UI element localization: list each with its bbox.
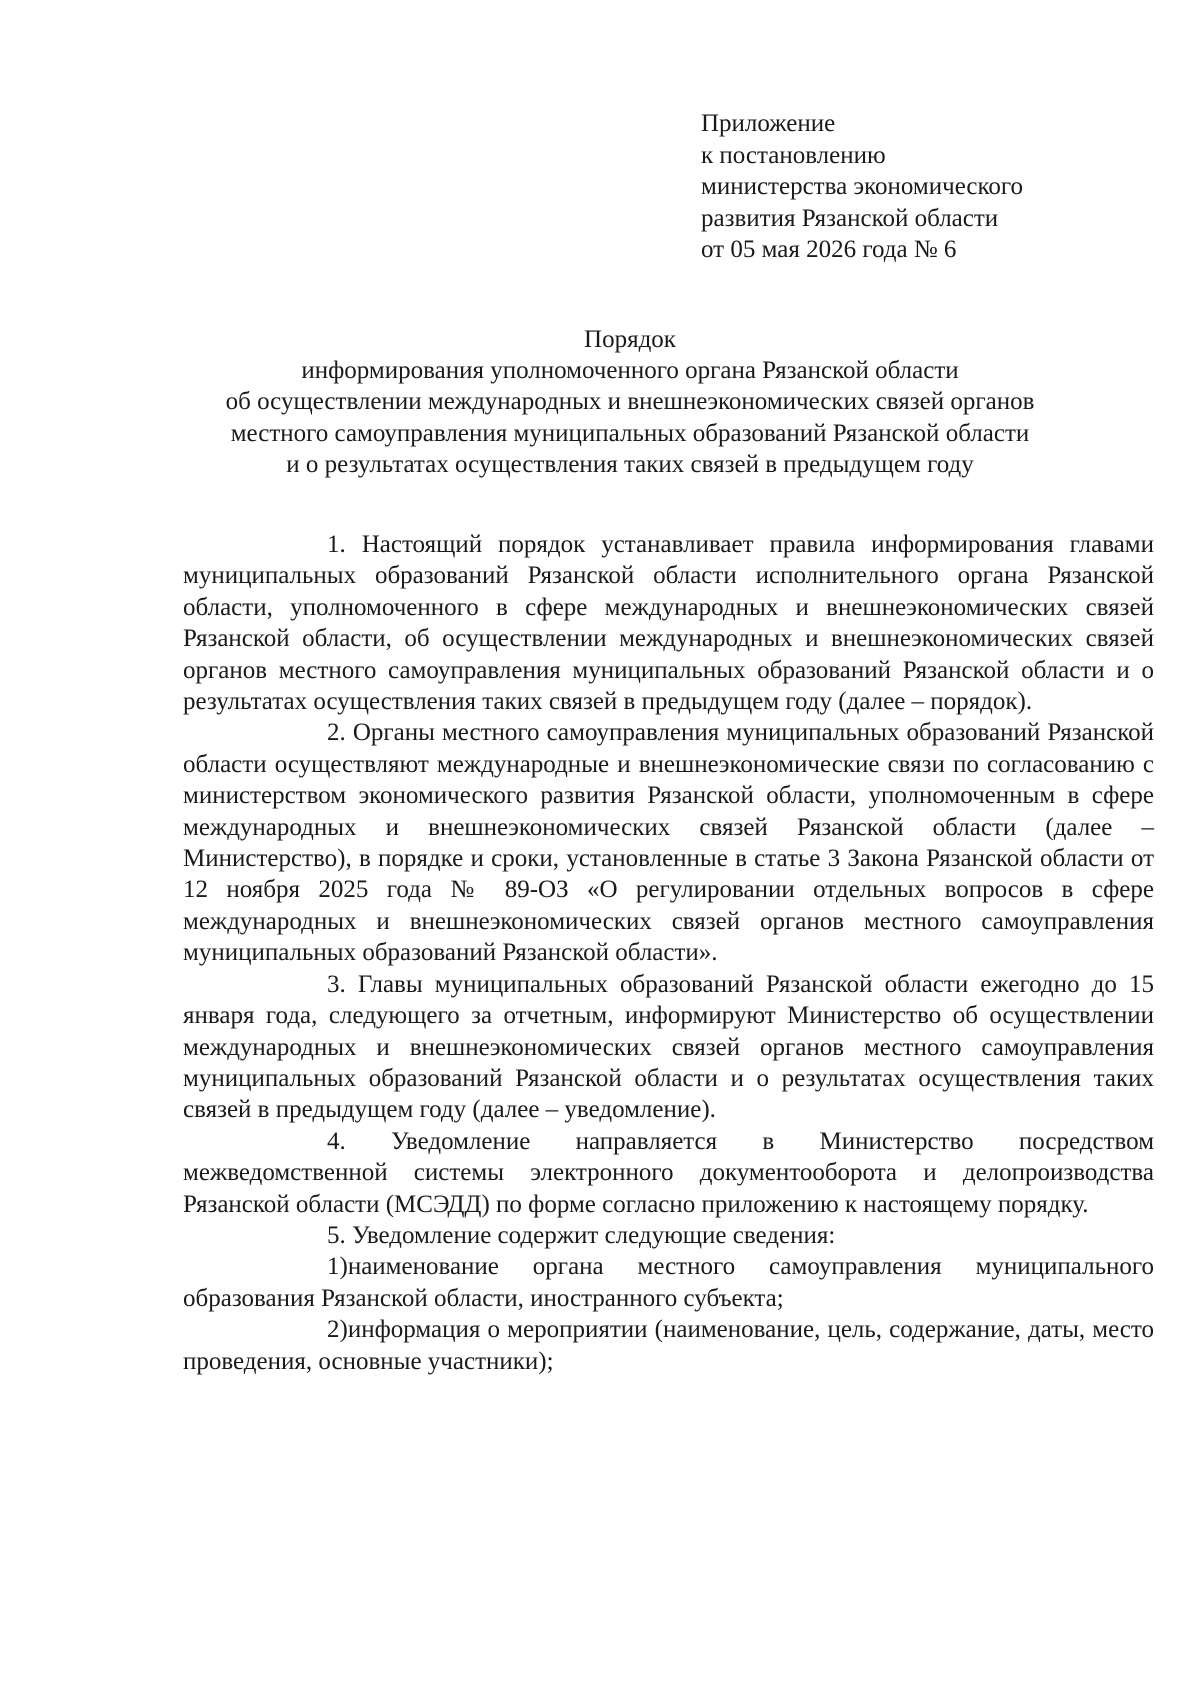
paragraph [183,969,1154,1126]
paragraph [183,1126,1154,1220]
list-item [183,1251,1154,1314]
title-line: и о результатах осуществления таких связей в предыдущем году [286,450,974,478]
paragraph-number: 5. [327,1221,346,1249]
list-item-text: наименование органа местного самоуправления муниципального образования Рязанской области, иностранного субъекта; [183,1253,1154,1312]
paragraph [183,529,1154,717]
list-item-text: информация о мероприятии (наименование, цель, содержание, даты, место проведения, основные участники); [183,1316,1154,1375]
list-item [183,1314,1154,1377]
list-item-number: 1) [327,1253,348,1281]
appendix-header-line: к постановлению [701,141,886,169]
title-line: местного самоуправления муниципальных образований Рязанской области [230,419,1030,447]
paragraph [183,717,1154,968]
paragraph-text: Органы местного самоуправления муниципальных образований Рязанской области осуществляют международные и внешнеэкономические связи по согласованию с министерством экономического развития Рязанской области, уполномоченным в сфере международных и внешнеэкономических связей Рязанской области (далее – Министерство), в порядке и сроки, установленные в статье 3 Закона Рязанской области от 12 ноября 2025 года № 89-ОЗ «О регулировании отдельных вопросов в сфере международных и внешнеэкономических связей органов местного самоуправления муниципальных образований Рязанской области». [183,719,1154,967]
appendix-header-line: Приложение [701,110,836,137]
list-item-number: 2) [327,1316,348,1344]
paragraph [183,1220,1154,1251]
paragraph-number: 3. [327,970,346,998]
paragraph-number: 1. [327,531,346,558]
appendix-header-line: развития Рязанской области [701,204,999,232]
appendix-header-line: от 05 мая 2026 года № 6 [701,236,957,263]
paragraph-text: Главы муниципальных образований Рязанской области ежегодно до 15 января года, следующего за отчетным, информируют Министерство об осуществлении международных и внешнеэкономических связей органов местного самоуправления муниципальных образований Рязанской области и о результатах осуществления таких связей в предыдущем году (далее – уведомление). [183,970,1155,1124]
document-title [180,324,1080,480]
appendix-header [701,108,1141,266]
paragraph-number: 4. [327,1127,346,1155]
appendix-header-line: министерства экономического [701,173,1024,200]
paragraph-number: 2. [327,719,346,747]
title-line: информирования уполномоченного органа Рязанской области [301,357,959,385]
title-line: Порядок [584,326,676,353]
document-body [183,529,1154,1377]
paragraph-text: Настоящий порядок устанавливает правила информирования главами муниципальных образований Рязанской области исполнительного органа Рязанской области, уполномоченного в сфере международных и внешнеэкономических связей Рязанской области, об осуществлении международных и внешнеэкономических связей органов местного самоуправления муниципальных образований Рязанской области и о результатах осуществления таких связей в предыдущем году (далее – порядок). [183,531,1155,716]
paragraph-text: Уведомление содержит следующие сведения: [352,1221,836,1249]
title-line: об осуществлении международных и внешнеэкономических связей органов [225,388,1035,416]
paragraph-text: Уведомление направляется в Министерство посредством межведомственной системы электронного документооборота и делопроизводства Рязанской области (МСЭДД) по форме согласно приложению к настоящему порядку. [183,1127,1155,1218]
